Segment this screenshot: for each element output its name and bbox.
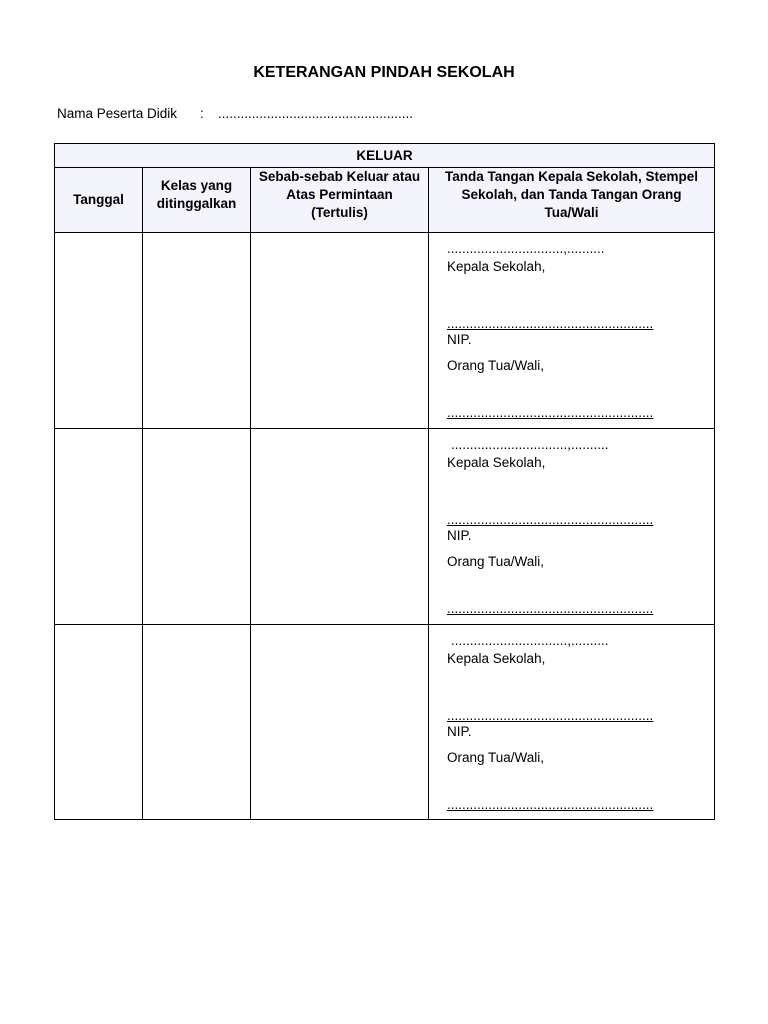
tanggal-cell xyxy=(55,625,143,820)
kelas-cell xyxy=(143,233,251,429)
column-header-row xyxy=(55,168,715,233)
place-date-blank: ...............................,.......... xyxy=(451,633,609,648)
principal-signature-line: ....................................................... xyxy=(447,316,654,331)
column-header-sebab-line: (Tertulis) xyxy=(311,205,368,220)
signature-cell xyxy=(429,233,715,429)
table-row xyxy=(55,429,715,625)
student-name-blank: .................................................... xyxy=(218,106,414,121)
signature-cell xyxy=(429,429,715,625)
column-header-tanda-tangan-line: Tanda Tangan Kepala Sekolah, Stempel xyxy=(444,169,699,184)
principal-label: Kepala Sekolah, xyxy=(447,651,546,666)
kelas-cell xyxy=(143,625,251,820)
table-row xyxy=(55,233,715,429)
student-name-label: Nama Peserta Didik xyxy=(57,106,178,121)
column-header-tanggal xyxy=(55,168,143,233)
principal-label: Kepala Sekolah, xyxy=(447,455,546,470)
column-header-sebab-line: Sebab-sebab Keluar atau xyxy=(258,169,421,184)
group-header-keluar: KELUAR xyxy=(55,144,715,168)
tanggal-cell xyxy=(55,429,143,625)
guardian-label: Orang Tua/Wali, xyxy=(447,358,545,373)
signature-block xyxy=(429,625,714,819)
guardian-label: Orang Tua/Wali, xyxy=(447,750,545,765)
place-date-blank: ...............................,.......... xyxy=(447,241,605,256)
principal-signature-line: ....................................................... xyxy=(447,708,654,723)
nip-label: NIP. xyxy=(447,332,472,347)
guardian-signature-line: ....................................................... xyxy=(447,405,654,420)
column-header-tanda-tangan-line: Sekolah, dan Tanda Tangan Orang xyxy=(461,187,682,202)
principal-signature-line: ....................................................... xyxy=(447,512,654,527)
table-row xyxy=(55,625,715,820)
group-header-row xyxy=(55,144,715,168)
signature-cell xyxy=(429,625,715,820)
nip-label: NIP. xyxy=(447,724,472,739)
kelas-cell xyxy=(143,429,251,625)
column-header-kelas xyxy=(143,168,251,233)
nip-label: NIP. xyxy=(447,528,472,543)
column-header-tanda-tangan-line: Tua/Wali xyxy=(544,205,599,220)
signature-block xyxy=(429,429,714,623)
column-header-tanda-tangan xyxy=(429,168,715,233)
guardian-label: Orang Tua/Wali, xyxy=(447,554,545,569)
sebab-cell xyxy=(251,625,429,820)
column-header-sebab xyxy=(251,168,429,233)
column-header-tanggal-line: Tanggal xyxy=(73,192,124,207)
document-title: KETERANGAN PINDAH SEKOLAH xyxy=(253,64,515,81)
principal-label: Kepala Sekolah, xyxy=(447,259,546,274)
sebab-cell xyxy=(251,429,429,625)
column-header-kelas-line: ditinggalkan xyxy=(156,196,237,211)
tanggal-cell xyxy=(55,233,143,429)
sebab-cell xyxy=(251,233,429,429)
student-name-separator: : xyxy=(200,106,204,121)
signature-block xyxy=(429,233,714,427)
guardian-signature-line: ....................................................... xyxy=(447,797,654,812)
column-header-sebab-line: Atas Permintaan xyxy=(286,187,393,202)
column-header-kelas-line: Kelas yang xyxy=(160,178,233,193)
guardian-signature-line: ....................................................... xyxy=(447,601,654,616)
place-date-blank: ...............................,.......... xyxy=(451,437,609,452)
transfer-table xyxy=(54,143,715,820)
